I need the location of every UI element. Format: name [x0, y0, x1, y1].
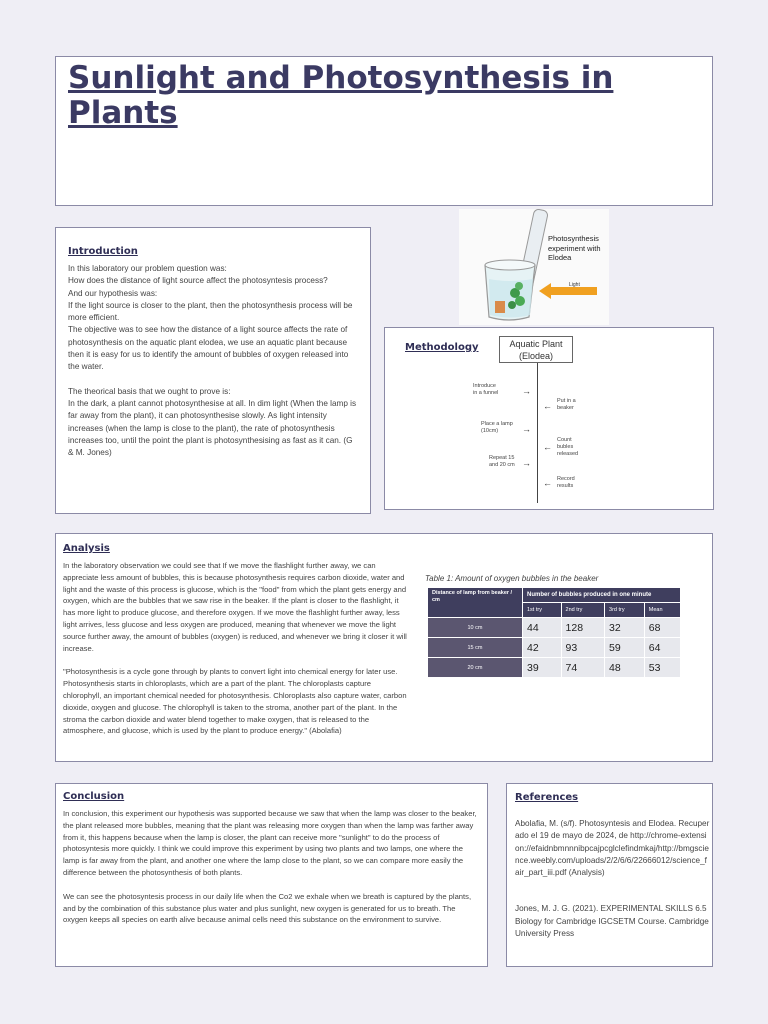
table-column-header: 1st try — [523, 603, 562, 618]
experiment-illustration — [459, 209, 609, 325]
conclusion-text-1: In conclusion, this experiment our hypothesis was supported because we saw that when the lamp was closer to the beaker, the plant released more bubbles, meaning that the plant was releasing more oxygen than when the lamp was farther away from it, this happens because when the lamp is closer, the plant can receive more "sunlight" to do the process of photosyntesis more quickly. I think we could improve this experiment by using two plants and two lamps, one where the lamp is far away from the plant, and another one where the lamp close to the plant, so we can compare more easily the difference between the photosynthesis of both plants. — [63, 809, 477, 877]
reference-item: Abolafia, M. (s/f). Photosyntesis and Elodea. Recuperado el 19 de mayo de 2024, de http://chrome-extension://efaidnbmnnnibpcajpcglclefindmkaj/http://bmgscience.weebly.com/uploads/2/2/6/6/22666012/science_fair_part_iii.pdf (Analysis) — [515, 819, 710, 878]
arrow-right-icon: → — [522, 458, 531, 468]
step-record: Record results — [557, 476, 575, 489]
analysis-section — [55, 533, 713, 762]
reference-item: Jones, M. J. G. (2021). EXPERIMENTAL SKILLS 6.5 Biology for Cambridge IGCSETM Course. Cambridge University Press — [515, 904, 709, 938]
table-cell: 48 — [605, 658, 645, 678]
methodology-heading: Methodology — [405, 342, 479, 353]
table-caption: Table 1: Amount of oxygen bubbles in the beaker — [425, 574, 599, 583]
table-row — [428, 618, 681, 638]
analysis-heading: Analysis — [63, 543, 110, 554]
conclusion-heading: Conclusion — [63, 791, 125, 802]
row-label: 20 cm — [428, 658, 523, 678]
conclusion-section — [55, 783, 488, 967]
experiment-photo — [459, 209, 609, 325]
conclusion-text — [63, 808, 481, 926]
methodology-section — [384, 327, 714, 510]
arrow-right-icon: → — [522, 386, 531, 396]
step-place-lamp: Place a lamp (10cm) — [481, 421, 513, 434]
row-label: 10 cm — [428, 618, 523, 638]
references-list — [515, 806, 710, 952]
table-group-header: Number of bubbles produced in one minute — [523, 588, 681, 603]
step-introduce: Introduce in a funnel — [473, 383, 499, 396]
table-column-header: Mean — [644, 603, 680, 618]
row-label: 15 cm — [428, 638, 523, 658]
table-cell: 74 — [561, 658, 604, 678]
results-table — [427, 587, 681, 678]
references-heading: References — [515, 792, 579, 803]
introduction-text-2: The theorical basis that we ought to prove is: In the dark, a plant cannot photosynthesise at all. In dim light (When the lamp is far away from the plant), it can photosynthesise slowly. As light intensity increases (when the lamp is close to the plant), the rate of photosynthesis increases too, until the point the plant is photosynthesising as fast as it can. (G & M. Jones) — [68, 386, 357, 458]
introduction-section — [55, 227, 371, 514]
table-cell: 59 — [605, 638, 645, 658]
aquatic-plant-box: Aquatic Plant (Elodea) — [499, 336, 573, 363]
arrow-left-icon: ← — [543, 478, 552, 488]
table-column-header: 2nd try — [561, 603, 604, 618]
photo-caption: Photosynthesis experiment with Elodea — [548, 234, 601, 262]
introduction-text-1: In this laboratory our problem question was: How does the distance of light source affect the photosyntesis process? And our hypothesis was: If the light source is closer to the plant, then the photosynthesis process will be more efficient. The objective was to see how the distance of a light source affects the rate of photosynthesis on the aquatic plant elodea, we use an aquatic plant because then it is easy for us to identify the amount of bubbles of oxygen released into the water. — [68, 264, 353, 372]
table-cell: 64 — [644, 638, 680, 658]
arrow-right-icon: → — [522, 424, 531, 434]
table-corner-header: Distance of lamp from beaker / cm — [428, 588, 523, 618]
step-count-bubbles: Count bubles released — [557, 437, 579, 457]
analysis-text-2: "Photosynthesis is a cycle gone through by plants to convert light into chemical energy for later use. Photosynthesis starts in chloroplasts, which are a part of the plant. The chloroplasts capture chlorophyll, an important chemical needed for photosynthesis. Chloroplasts also capture water, carbon dioxide, oxygen and glucose. The chlorophyll is taken to the stroma, another part of the plant. In the stroma the carbon dioxide and water blend together to make oxygen, that is released to the atmosphere, and glucose, which is used by the plant to produce energy." (Abolafia) — [63, 667, 407, 736]
table-row — [428, 638, 681, 658]
table-cell: 44 — [523, 618, 562, 638]
analysis-text — [63, 560, 411, 737]
table-cell: 68 — [644, 618, 680, 638]
table-cell: 42 — [523, 638, 562, 658]
table-column-header: 3rd try — [605, 603, 645, 618]
step-repeat: Repeat 15 and 20 cm — [489, 455, 515, 468]
light-label: Light — [569, 282, 580, 288]
table-cell: 39 — [523, 658, 562, 678]
introduction-heading: Introduction — [68, 246, 138, 257]
table-cell: 128 — [561, 618, 604, 638]
table-cell: 93 — [561, 638, 604, 658]
references-section — [506, 783, 713, 967]
arrow-left-icon: ← — [543, 442, 552, 452]
title-section — [55, 56, 713, 206]
timeline-line — [537, 363, 538, 503]
table-cell: 32 — [605, 618, 645, 638]
conclusion-text-2: We can see the photosyntesis process in our daily life when the Co2 we exhale when we breath is captured by the plants, and by the combination of this substance plus water and plus sunlight, new oxygen is generated for us to breath. The oxygen keeps all species on earth alive because animal cells need this substance on the environment to survive. — [63, 891, 472, 925]
analysis-text-1: In the laboratory observation we could see that If we move the flashlight further away, we can appreciate less amount of bubbles, this is because photosynthesis requires carbon dioxide, water and light and the waste of this process is glucose, which is the "food" from which the plant gets energy and oxygen, which are the bubbles that we saw rise in the beaker. If the plant is closer to the flashlight, it has more light to produce glucose, and therefore oxygen. If we move the flashlight further away, less light arrives, less glucose and less oxygen are produced, meaning that whenever we move the light source further away, the amount of bubbles (oxygen) is reduced, and whenever we bring it closer it will increase. — [63, 561, 407, 653]
table-row — [428, 658, 681, 678]
arrow-left-icon: ← — [543, 401, 552, 411]
page-title: Sunlight and Photosynthesis in Plants — [68, 60, 614, 131]
table-cell: 53 — [644, 658, 680, 678]
step-put-beaker: Put in a beaker — [557, 398, 576, 411]
